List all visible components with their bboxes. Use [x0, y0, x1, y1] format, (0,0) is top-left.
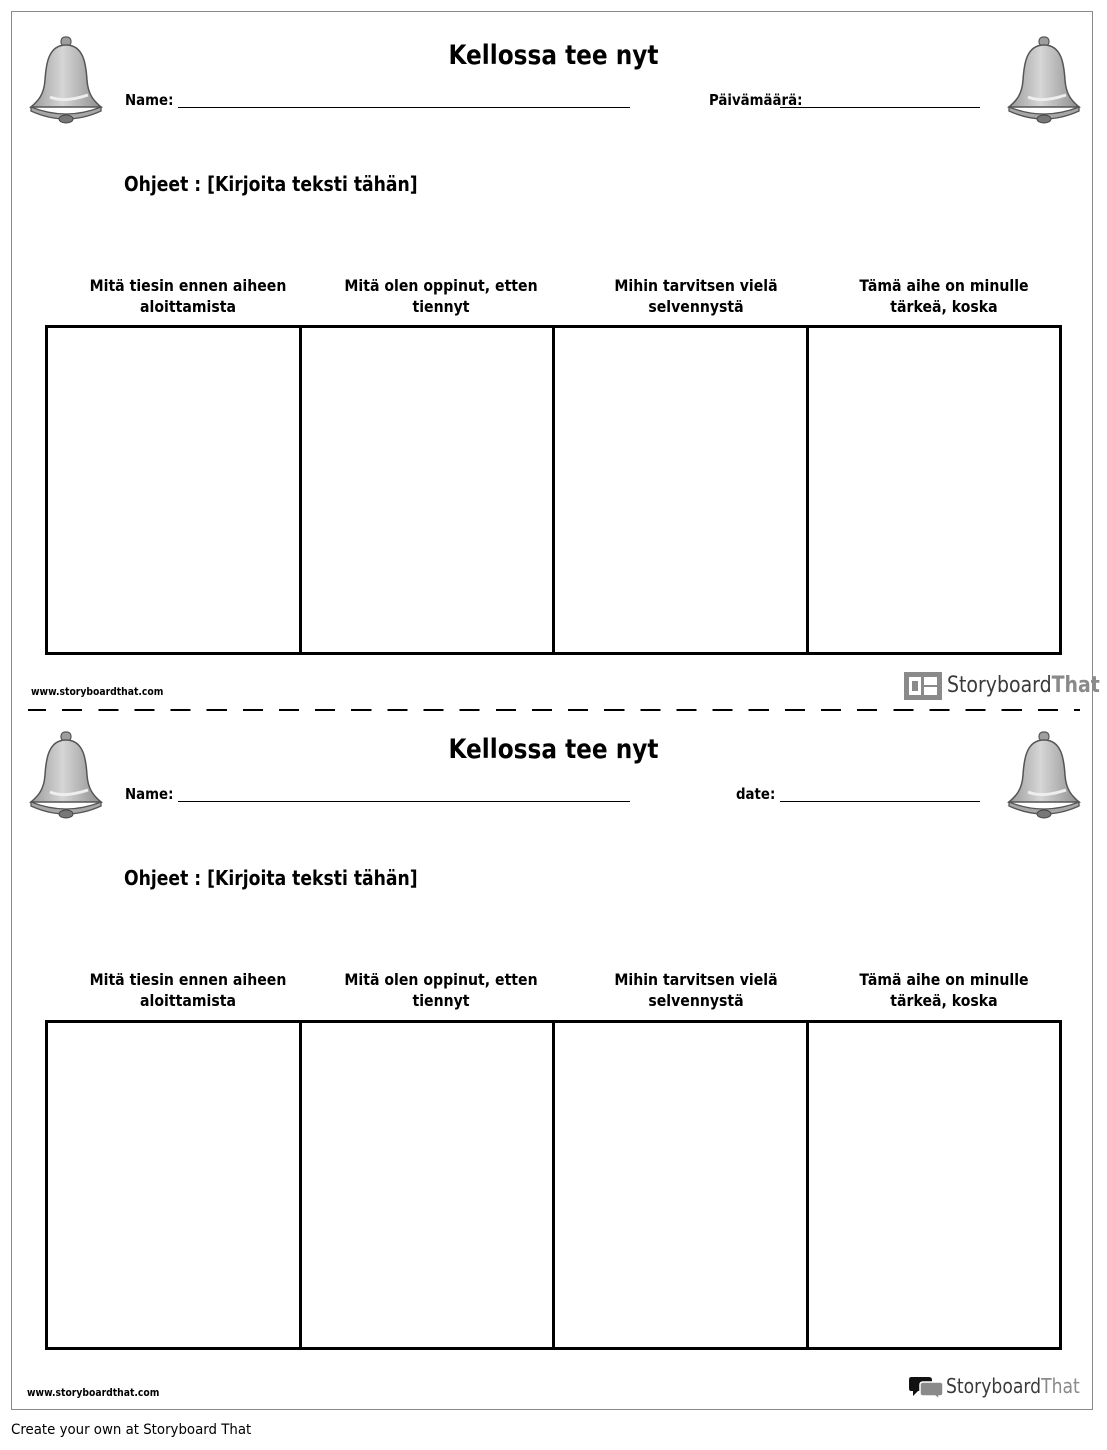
name-field[interactable]	[178, 107, 630, 108]
date-field[interactable]	[780, 801, 980, 802]
instructions[interactable]: Ohjeet : [Kirjoita teksti tähän]	[124, 172, 418, 196]
brand-logo-text: StoryboardThat	[947, 673, 1100, 698]
column-header: Tämä aihe on minulle tärkeä, koska	[859, 970, 1029, 1010]
response-grid	[45, 325, 1062, 655]
response-cell[interactable]	[48, 328, 302, 652]
response-cell[interactable]	[302, 328, 556, 652]
website-url[interactable]: www.storyboardthat.com	[31, 686, 164, 698]
column-header: Mitä olen oppinut, etten tiennyt	[344, 970, 538, 1010]
name-label: Name:	[125, 91, 174, 109]
column-header: Tämä aihe on minulle tärkeä, koska	[859, 276, 1029, 316]
cut-line	[28, 709, 1080, 711]
storyboardthat-logo-icon	[908, 1374, 944, 1400]
response-cell[interactable]	[302, 1023, 556, 1347]
column-header: Mihin tarvitsen vielä selvennystä	[614, 970, 778, 1010]
instructions[interactable]: Ohjeet : [Kirjoita teksti tähän]	[124, 866, 418, 890]
response-grid	[45, 1020, 1062, 1350]
date-label: date:	[736, 785, 776, 803]
response-cell[interactable]	[48, 1023, 302, 1347]
worksheet-title: Kellossa tee nyt	[448, 40, 659, 71]
response-cell[interactable]	[809, 328, 1060, 652]
column-header: Mitä tiesin ennen aiheen aloittamista	[89, 276, 287, 316]
response-cell[interactable]	[555, 328, 809, 652]
date-label: Päivämäärä:	[709, 91, 803, 109]
worksheet-title: Kellossa tee nyt	[448, 734, 659, 765]
brand-logo-text: StoryboardThat	[946, 1374, 1080, 1398]
name-label: Name:	[125, 785, 174, 803]
footer-credit[interactable]: Create your own at Storyboard That	[11, 1422, 252, 1438]
response-cell[interactable]	[809, 1023, 1060, 1347]
date-field[interactable]	[780, 107, 980, 108]
name-field[interactable]	[178, 801, 630, 802]
storyboardthat-logo-icon	[903, 671, 943, 701]
column-header: Mitä tiesin ennen aiheen aloittamista	[89, 970, 287, 1010]
response-cell[interactable]	[555, 1023, 809, 1347]
website-url[interactable]: www.storyboardthat.com	[27, 1387, 160, 1399]
column-header: Mihin tarvitsen vielä selvennystä	[614, 276, 778, 316]
column-header: Mitä olen oppinut, etten tiennyt	[344, 276, 538, 316]
